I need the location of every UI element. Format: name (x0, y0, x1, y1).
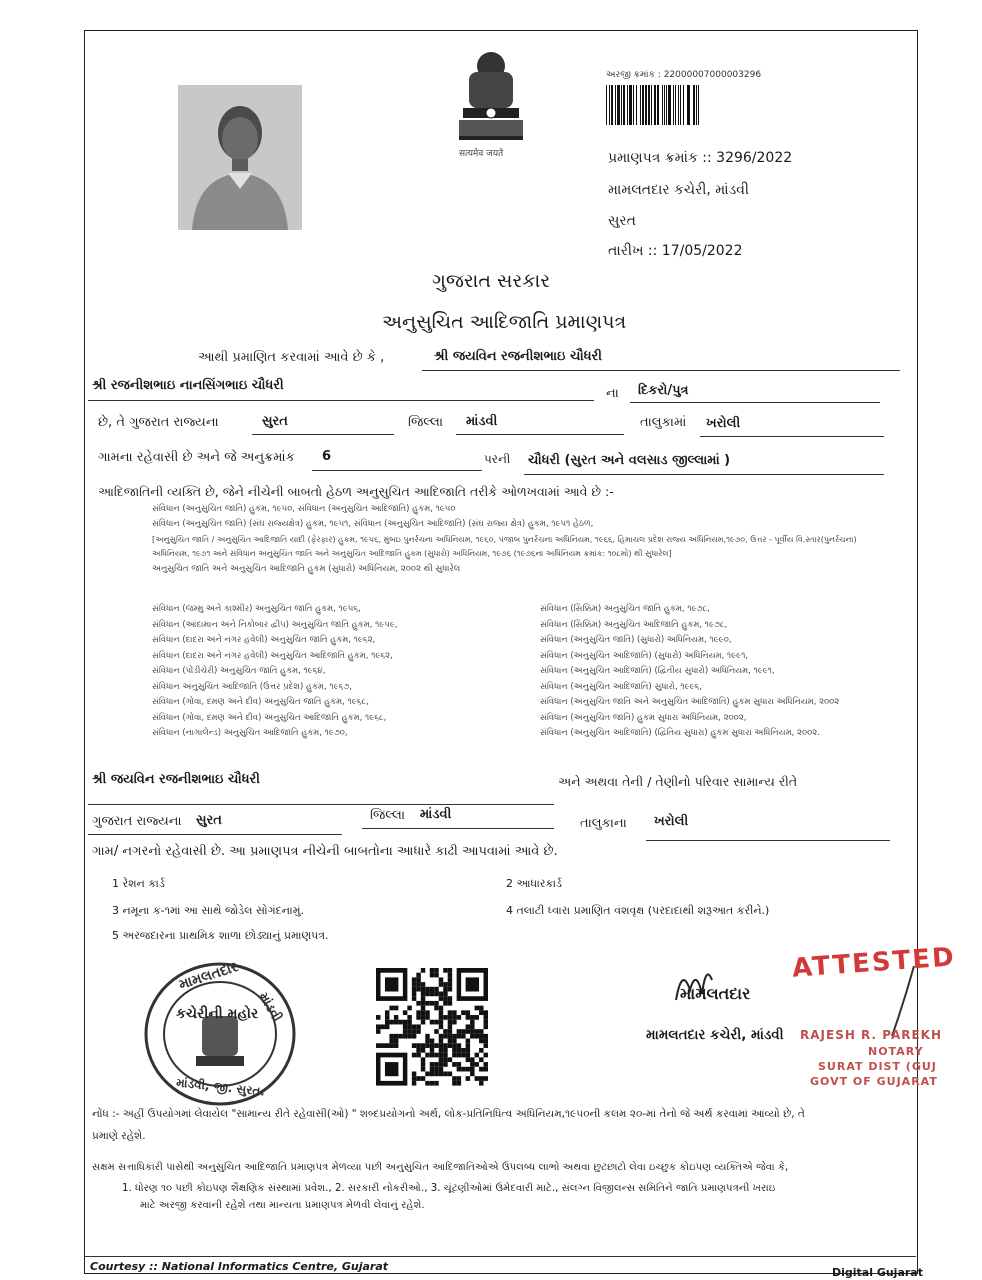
doc-item: 3 નમૂના ક-૧માં આ સાથે જોડેલ સોગંદનામું. (112, 904, 304, 917)
order-item: સંવિધાન (અનુસુચિત જાતિ) હુકમ સુધારા અધિનિયમ, ૨૦૦૨, (540, 712, 747, 723)
law-line: [અનુસુચિત જાતિ / અનુસુચિત આદિજાતિ યાદી (ફેરફાર) હુકમ, ૧૯૫૬, મુંબઇ પુનર્રચના અધિનિયમ, ૧૯૬૦, પંજાબ પુનર્રચના અધિનિયમ, ૧૯૬૬, હિમાચલ પ્રદેશ રાજ્ય અધિનિયમ,૧૯૭૦, ઉત્તર - પૂર્વીય વિ.સ્તાર(પુનર્રચના) (152, 535, 857, 544)
na-label: ના (606, 386, 619, 401)
doc-item: 2 આધારકાર્ડ (506, 877, 562, 890)
law-line: અધિનિયમ, ૧૯૭૧ અને સંવિધાન અનુસુચિત જાતિ અને અનુસુચિત આદિજાતિ હુકમ (સુધારો) અધિનિયમ, ૧૯૭૬ (૧૯૭૬ના અધિનિયમ ક્રમાંક: ૧૦૮મો) થી સુધારેલ] (152, 549, 672, 558)
order-item: સંવિધાન (જમ્મુ અને કાશ્મીર) અનુસુચિત જાતિ હુકમ, ૧૯૫૬, (152, 604, 361, 614)
order-item: સંવિધાન (અનુસુચિત આદિજાતિ) (સુધારો) અધિનિયમ, ૧૯૯૧, (540, 650, 749, 661)
law-line: અનુસુચિત જાતિ અને અનુસુચિત આદિજાતિ હુકમ (સુધારો) અધિનિયમ, ૨૦૦૨ થી સુધારેલ (152, 564, 461, 574)
order-item: સંવિધાન (પોંડીચેરી) અનુસુચિત જાતિ હુકમ, ૧૯૬૪, (152, 666, 326, 676)
govt-title: ગુજરાત સરકાર (432, 270, 551, 292)
order-item: સંવિધાન (અનુસુચિત જાતિ) (સુધારો) અધિનિયમ, ૧૯૯૦, (540, 635, 732, 645)
qr-code (376, 968, 488, 1086)
law-line: સંવિધાન (અનુસુચિત જાતિ) (સંઘ રાજ્યક્ષેત્ર) હુકમ, ૧૯૫૧, સંવિધાન (અનુસુચિત આદિજાતિ) (સંઘ રાજ્ય ક્ષેત્ર) હુકમ, ૧૯૫૧ હેઠળ, (152, 519, 594, 529)
signatory-designation: મામલતદાર (680, 984, 751, 1003)
state2-value: સુરત (196, 813, 222, 828)
emblem-motto: सत्यमेव जयते (459, 149, 504, 159)
district2-value: માંડવી (420, 807, 452, 822)
order-item: સંવિધાન (દાદરા અને નગર હવેલી) અનુસુચિત જાતિ હુકમ, ૧૯૬૨, (152, 635, 376, 645)
certificate-title: અનુસુચિત આદિજાતિ પ્રમાણપત્ર (382, 311, 627, 333)
order-item: સંવિધાન (દાદરા અને નગર હવેલી) અનુસુચિત આદિજાતિ હુકમ, ૧૯૬૨, (152, 650, 393, 661)
relation: દિકરો/પુત્ર (638, 383, 689, 398)
law-line: સંવિધાન (અનુસુચિત જાતિ) હુકમ, ૧૯૫૦, સંવિધાન (અનુસુચિત આદિજાતિ) હુકમ, ૧૯૫૦ (152, 504, 456, 514)
doc-item: 5 અરજદારના પ્રાથમિક શાળા છોડ્યાનું પ્રમાણપત્ર. (112, 929, 329, 942)
seal-center-text: કચેરીની મહોર (176, 1006, 259, 1022)
taluka-label: તાલુકામાં (640, 415, 687, 430)
order-item: સંવિધાન (સિક્કિમ) અનુસુચિત જાતિ હુકમ, ૧૯૭૮, (540, 604, 710, 614)
seal-bottom-text: માંડવી, જી. સુરત. (175, 1075, 266, 1099)
applicant-photo (178, 85, 302, 230)
footer-brand: Digital Gujarat (832, 1266, 923, 1279)
village-label: ગામના રહેવાસી છે અને જે અનુક્રમાંક (98, 450, 295, 465)
order-item: સંવિધાન (આંદામાન અને નિકોબાર દ્વીપ) અનુસુચિત જાતિ હુકમ, ૧૯૫૯, (152, 619, 398, 630)
note-1: નોંધ :- અહીં ઉપયોગમાં લેવાયેલ "સામાન્ય રીતે રહેવાસી(ઓ) " શબ્દપ્રયોગનો અર્થ, લોક-પ્રતિનિધિત્વ અધિનિયમ,૧૯૫૦ની કલમ ૨૦-માં તેનો જે અર્થ કરવામાં આવ્યો છે, તે (92, 1108, 805, 1120)
state2-label: ગુજરાત રાજ્યના (92, 814, 182, 829)
district2-label: જિલ્લા (370, 808, 406, 823)
certificate-number: પ્રમાણપત્ર ક્રમાંક :: 3296/2022 (608, 150, 793, 166)
parni-label: પરની (484, 452, 511, 466)
application-number: અરજી ક્રમાંક : 22000007000003296 (606, 70, 762, 80)
office-seal (142, 960, 298, 1108)
taluka2-value: ખરોલી (654, 814, 689, 829)
seal-top-text: મામલતદાર (177, 958, 241, 994)
basis-line: ગામ/ નગરનો રહેવાસી છે. આ પ્રમાણપત્ર નીચેની બાબતોના આધારે કાઢી આપવામાં આવે છે. (92, 844, 558, 859)
holder-name: શ્રી જયવિન રજનીશભાઇ ચૌધરી (434, 349, 602, 364)
attested-stamp: ATTESTED (791, 942, 957, 984)
order-item: સંવિધાન અનુસુચિત આદિજાતિ (ઉત્તર પ્રદેશ) હુકમ, ૧૯૬૭, (152, 681, 353, 692)
national-emblem (455, 48, 527, 159)
state-value: સુરત (262, 414, 288, 429)
note-2c: માટે અરજી કરવાની રહેશે તથા માન્યતા પ્રમાણપત્ર મેળવી લેવાનું રહેશે. (140, 1200, 425, 1211)
order-item: સંવિધાન (નાગાલેન્ડ) અનુસુચિત આદિજાતિ હુકમ, ૧૯૭૦, (152, 728, 348, 738)
father-name: શ્રી રજનીશભાઇ નાનસિંગભાઇ ચૌધરી (92, 378, 284, 393)
issuing-office: મામલતદાર કચેરી, માંડવી (608, 182, 749, 198)
note-2: સક્ષમ સત્તાધિકારી પાસેથી અનુસુચિત આદિજાતિ પ્રમાણપત્ર મેળવ્યા પછી અનુસુચિત આદિજાતિઓએ ઉપલબ્ધ લાભો અથવા છુટછાટો લેવા ઇચ્છુક કોઇપણ વ્યક્તિએ જેવા કે, (92, 1162, 789, 1173)
taluka-value: ખરોલી (706, 416, 741, 431)
doc-item: 1 રેશન કાર્ડ (112, 877, 165, 890)
order-item: સંવિધાન (અનુસુચિત આદિજાતિ) સુધારો, ૧૯૯૬, (540, 681, 703, 692)
issuing-district: સુરત (608, 213, 636, 229)
order-item: સંવિધાન (ગોવા, દમણ અને દીવ) અનુસુચિત જાતિ હુકમ, ૧૯૬૮, (152, 697, 369, 707)
issue-date: તારીખ :: 17/05/2022 (608, 243, 743, 259)
notary-label: NOTARY (868, 1045, 924, 1058)
taluka2-label: તાલુકાના (580, 816, 627, 831)
doc-item: 4 તલાટી ધ્વારા પ્રમાણિત વંશવૃક્ષ (પરદાદાથી શરૂઆત કરીને.) (506, 904, 770, 917)
state-label: છે, તે ગુજરાત રાજ્યના (98, 415, 219, 430)
serial-value: 6 (322, 449, 332, 464)
notary-name: RAJESH R. PAREKH (800, 1028, 943, 1042)
notary-district: SURAT DIST (GUJ (818, 1060, 937, 1073)
note-1b: પ્રમાણે રહેશે. (92, 1130, 146, 1142)
notary-govt: GOVT OF GUJARAT (810, 1075, 938, 1088)
order-item: સંવિધાન (અનુસુચિત આદિજાતિ) (દ્વિતિય સુધારા) હુકમ સુધારા અધિનિયમ, ૨૦૦૨. (540, 728, 820, 738)
order-item: સંવિધાન (અનુસુચિત જાતિ અને અનુસુચિત આદિજાતિ) હુકમ સુધારા અધિનિયમ, ૨૦૦૨ (540, 697, 840, 707)
family-line: અને અથવા તેની / તેણીનો પરિવાર સામાન્ય રીતે (558, 774, 798, 789)
district-value: માંડવી (466, 414, 498, 429)
tribe-value: ચૌધરી (સુરત અને વલસાડ જીલ્લામાં ) (528, 453, 731, 468)
footer-courtesy: Courtesy :: National Informatics Centre, Gujarat (90, 1260, 389, 1273)
district-label: જિલ્લા (408, 415, 444, 430)
order-item: સંવિધાન (સિક્કિમ) અનુસુચિત આદિજાતિ હુકમ, ૧૯૭૮, (540, 619, 728, 630)
order-item: સંવિધાન (ગોવા, દમણ અને દીવ) અનુસુચિત આદિજાતિ હુકમ, ૧૯૬૮, (152, 712, 387, 723)
order-item: સંવિધાન (અનુસુચિત આદિજાતિ) (દ્વિતીય સુધારો) અધિનિયમ, ૧૯૯૧, (540, 666, 775, 676)
note-2b: 1. ધોરણ ૧૦ પછી કોઇપણ શૈક્ષણિક સંસ્થામાં પ્રવેશ., 2. સરકારી નોકરીઓ., 3. ચૂંટણીઓમાં ઉમેદવારી માટે., સંલગ્ન વિજીલન્સ સમિતિને જાતિ પ્રમાણપત્રની ખરાઇ (122, 1183, 776, 1194)
seal-right-text: માંડવી (255, 990, 284, 1025)
certify-label: આથી પ્રમાણિત કરવામાં આવે છે કે , (198, 350, 385, 365)
recognized-line: આદિજાતિની વ્યક્તિ છે, જેને નીચેની બાબતો હેઠળ અનુસુચિત આદિજાતિ તરીકે ઓળખવામાં આવે છે :- (98, 484, 614, 499)
barcode (606, 85, 794, 125)
holder-name-2: શ્રી જયવિન રજનીશભાઇ ચૌધરી (92, 772, 260, 787)
signatory-office: મામલતદાર કચેરી, માંડવી (646, 1027, 784, 1043)
